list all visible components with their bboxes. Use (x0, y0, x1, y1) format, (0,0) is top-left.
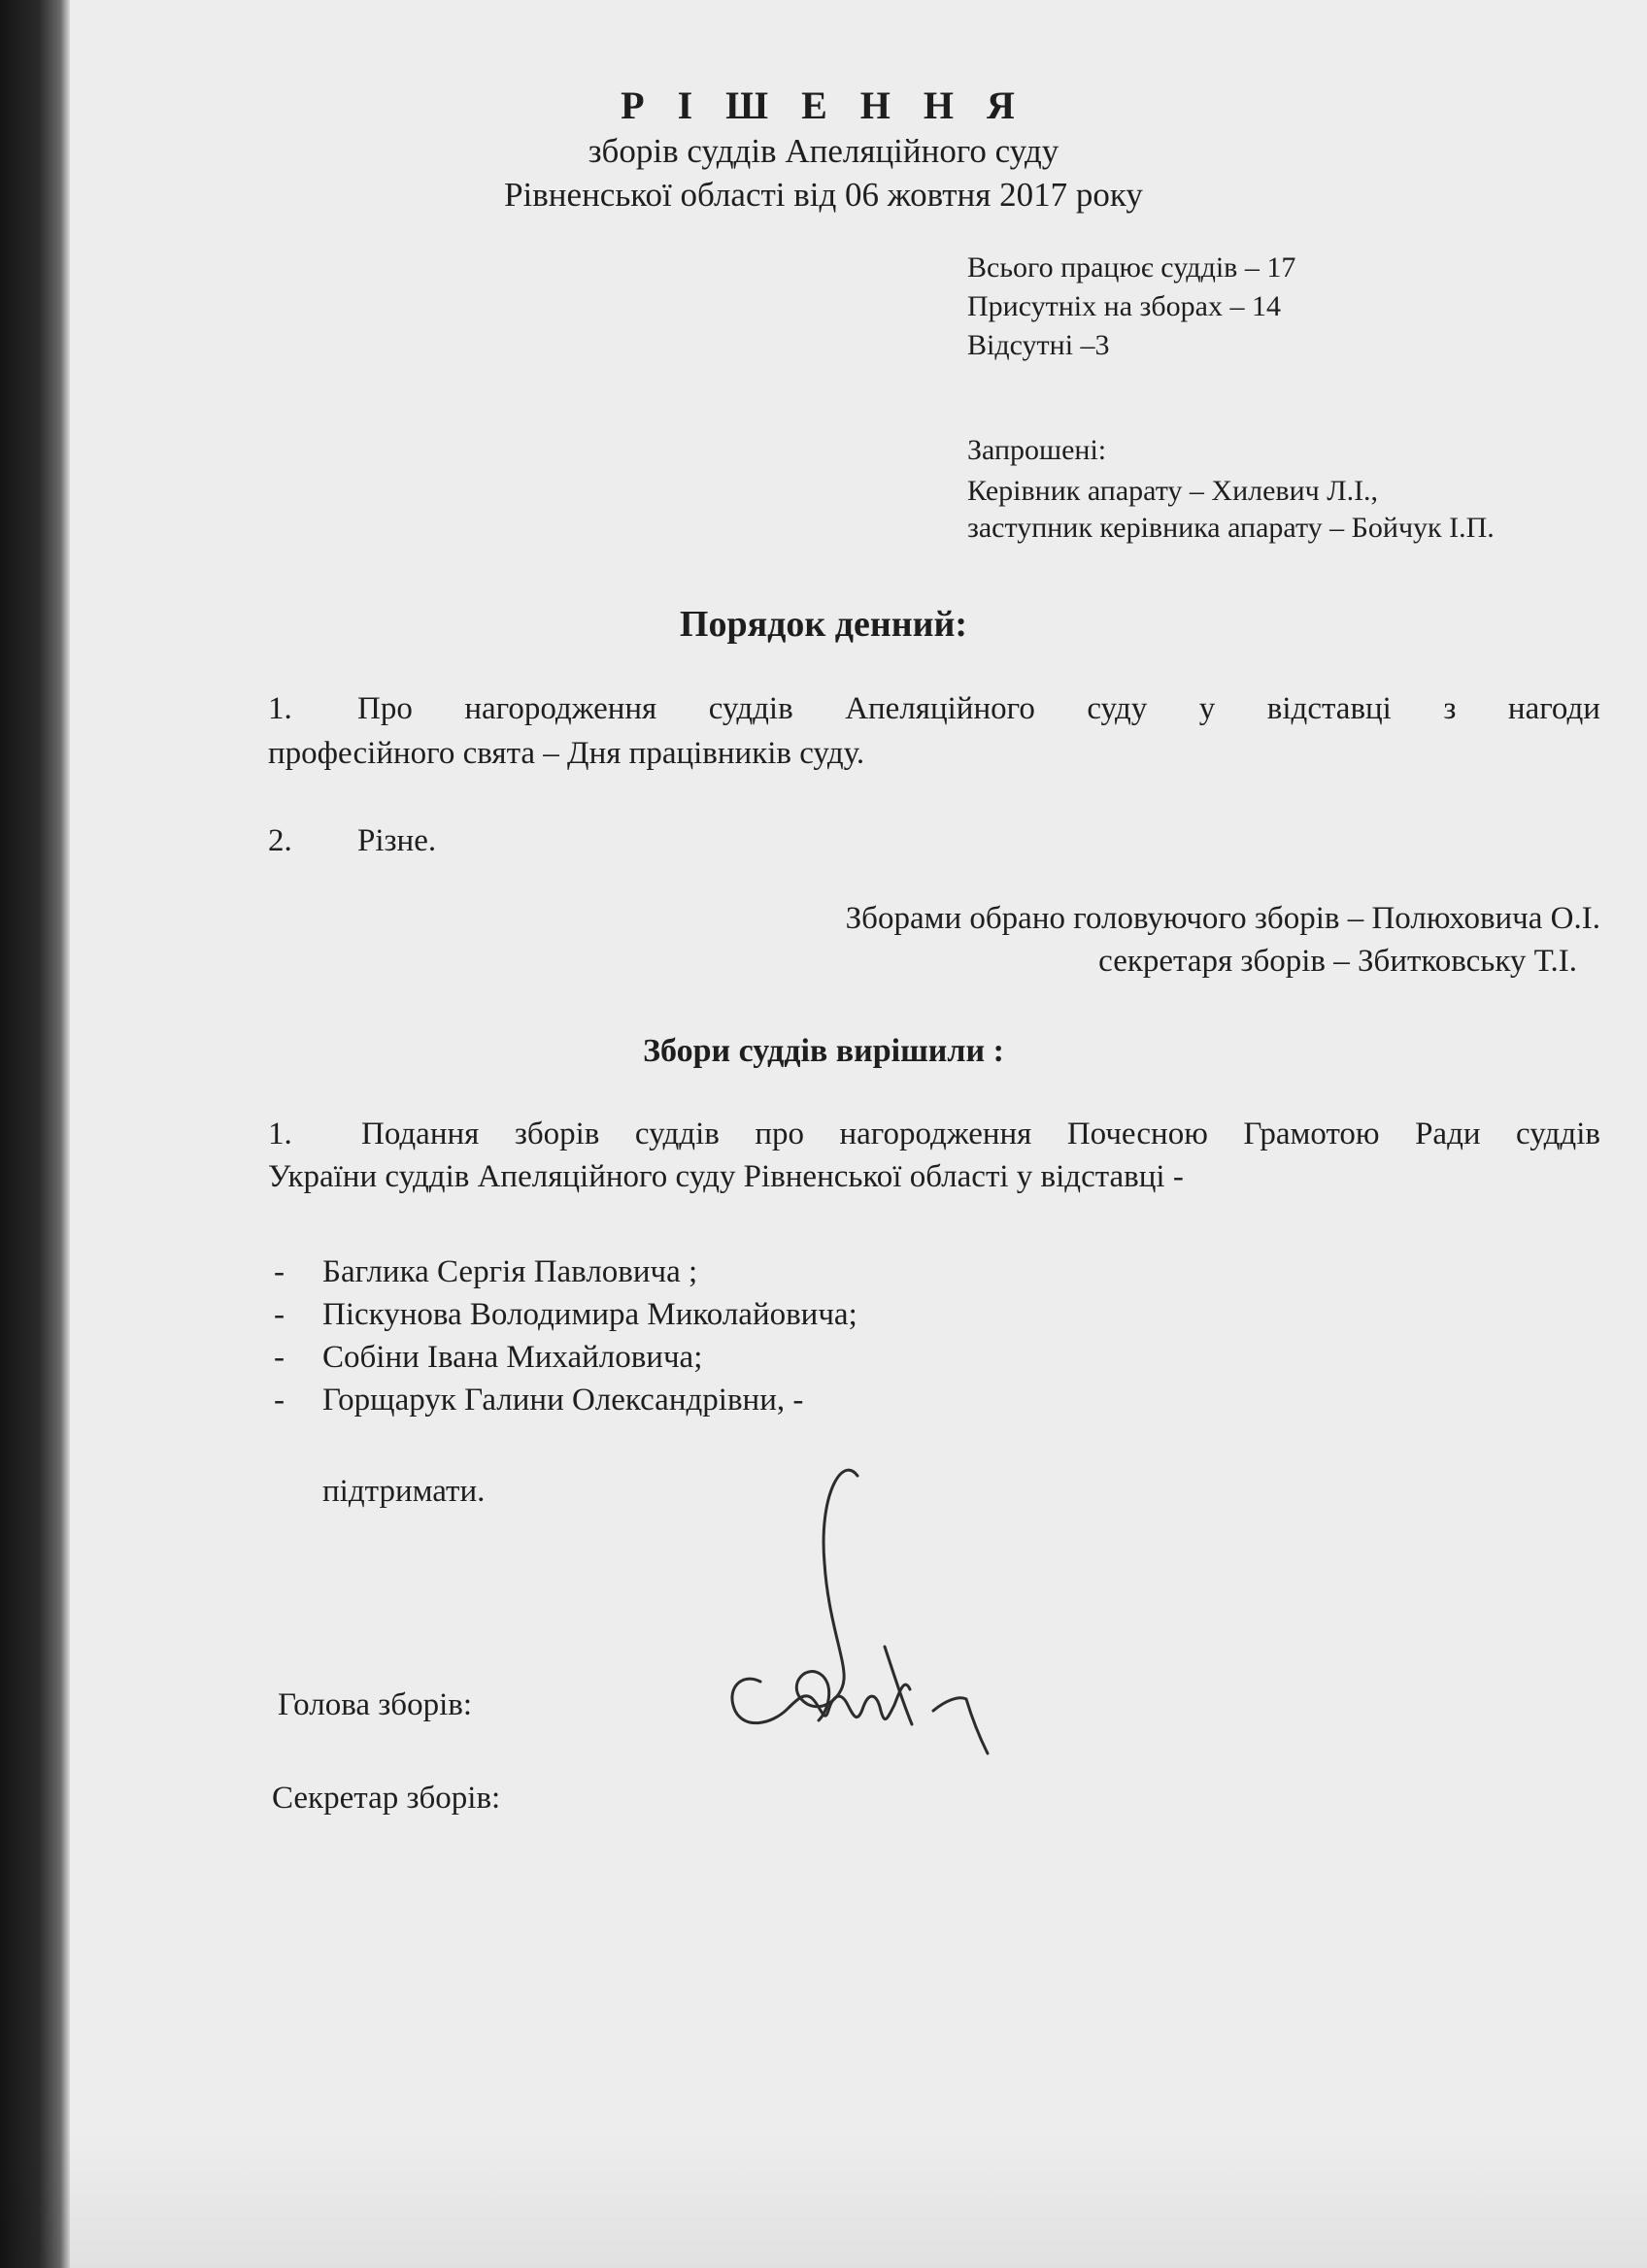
decision-word: Грамотою (1243, 1117, 1380, 1151)
judge-list-marker: - (274, 1254, 285, 1289)
agenda-word: суду (1087, 691, 1148, 726)
agenda-word: Апеляційного (845, 691, 1035, 726)
agenda-item-2-text: Різне. (357, 823, 437, 858)
attendance-present: Присутніх на зборах – 14 (967, 290, 1281, 322)
decision-word: суддів (634, 1117, 720, 1151)
decision-item-1-line-2: України суддів Апеляційного суду Рівненської області у відставці - (268, 1159, 1184, 1194)
agenda-word: нагородження (464, 691, 657, 726)
document-title: Р І Ш Е Н Н Я (621, 83, 1026, 127)
judge-item-4: Горщарук Галини Олександрівни, - (322, 1383, 804, 1418)
agenda-word: Про (357, 691, 413, 726)
agenda-word: у (1198, 691, 1216, 726)
invited-label: Запрошені: (967, 434, 1107, 466)
document-subtitle-line2: Рівненської області від 06 жовтня 2017 року (504, 176, 1143, 214)
judge-item-1: Баглика Сергія Павловича ; (322, 1254, 698, 1289)
judge-list-marker: - (274, 1340, 285, 1375)
chair-signature-label: Голова зборів: (278, 1687, 472, 1722)
agenda-word: з (1443, 691, 1457, 726)
judge-list-marker: - (274, 1383, 285, 1418)
decision-word: про (755, 1117, 804, 1151)
decision-word: суддів (1516, 1117, 1600, 1151)
judge-item-2: Піскунова Володимира Миколайовича; (322, 1297, 857, 1332)
attendance-absent: Відсутні –3 (967, 329, 1110, 361)
decision-word: нагородження (839, 1117, 1032, 1151)
agenda-word: нагоди (1507, 691, 1600, 726)
decision-word: зборів (514, 1117, 600, 1151)
handwritten-signature (704, 1456, 1015, 1767)
decision-heading: Збори суддів вирішили : (643, 1033, 1004, 1069)
invited-person-1: Керівник апарату – Хилевич Л.І., (967, 475, 1379, 507)
decision-word: Почесною (1066, 1117, 1208, 1151)
agenda-word: суддів (708, 691, 793, 726)
agenda-word: відставці (1266, 691, 1392, 726)
elected-chair: Зборами обрано головуючого зборів – Полюховича О.І. (845, 901, 1600, 936)
elected-secretary: секретаря зборів – Збитковську Т.І. (1098, 944, 1577, 979)
secretary-signature-label: Секретар зборів: (272, 1781, 501, 1816)
agenda-item-1-line-1 (357, 689, 1600, 728)
decision-item-1-number: 1. (268, 1117, 292, 1151)
agenda-item-1-number: 1. (268, 691, 292, 726)
invited-person-2: заступник керівника апарату – Бойчук І.П. (967, 512, 1495, 544)
decision-word: Подання (361, 1117, 480, 1151)
agenda-item-1-line-2: професійного свята – Дня працівників суду. (268, 736, 865, 771)
judge-item-3: Собіни Івана Михайловича; (322, 1340, 703, 1375)
decision-word: Ради (1415, 1117, 1481, 1151)
judge-list-marker: - (274, 1297, 285, 1332)
agenda-item-2-number: 2. (268, 823, 292, 858)
document-subtitle-line1: зборів суддів Апеляційного суду (588, 132, 1059, 170)
agenda-heading: Порядок денний: (679, 604, 968, 645)
attendance-total: Всього працює суддів – 17 (967, 251, 1296, 284)
decision-item-1-line-1 (361, 1115, 1600, 1153)
decision-conclusion: підтримати. (322, 1474, 486, 1509)
